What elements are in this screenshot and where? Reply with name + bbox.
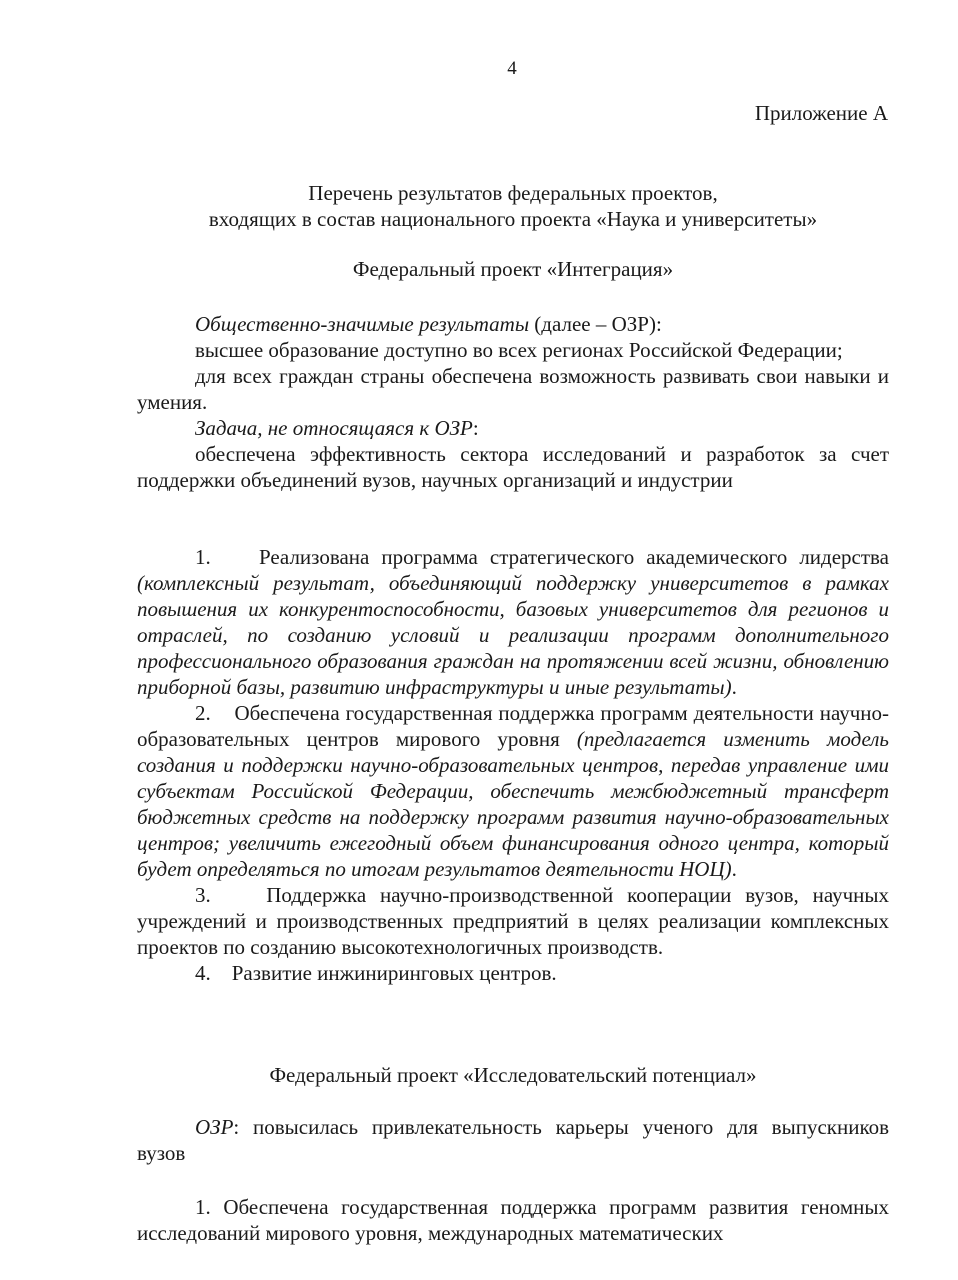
result-number: 2.	[195, 701, 211, 725]
title-line-2: входящих в состав национального проекта «Наука и университеты»	[208, 207, 818, 231]
result-item-4	[137, 960, 889, 986]
ozr-item-2: для всех граждан страны обеспечена возможность развивать свои навыки и умения.	[137, 364, 889, 414]
result-item-1	[137, 544, 889, 700]
result-item-2	[137, 700, 889, 882]
section-heading-integration: Федеральный проект «Интеграция»	[352, 257, 674, 281]
page-number: 4	[507, 58, 517, 79]
task-paragraph	[137, 415, 889, 441]
integration-results-list	[137, 544, 889, 986]
rp-result-item-1	[137, 1194, 889, 1246]
result-number: 1.	[195, 545, 211, 569]
appendix-label: Приложение А	[754, 101, 888, 125]
result-number: 1.	[195, 1195, 211, 1219]
result-number: 4.	[195, 961, 211, 985]
result-end: .	[731, 675, 737, 699]
section-heading-research-potential: Федеральный проект «Исследовательский потенциал»	[269, 1063, 757, 1087]
ozr-suffix: (далее – ОЗР):	[529, 312, 662, 336]
result-text: Обеспечена государственная поддержка программ развития геномных исследований мирового уровня, международных математических	[137, 1195, 890, 1245]
result-end: .	[731, 857, 737, 881]
research-potential-results	[137, 1194, 889, 1246]
task-label: Задача, не относящаяся к ОЗР	[195, 416, 473, 440]
result-text: Обеспечена государственная поддержка программ деятельности научно-образовательных центров мирового уровня	[137, 701, 889, 751]
ozr-paragraph	[137, 311, 889, 337]
research-potential-ozr	[137, 1114, 889, 1166]
result-item-3	[137, 882, 889, 960]
result-note: (предлагается изменить модель создания и поддержки научно-образовательных центров, передав управление ими субъектам Российской Федерации, обеспечить межбюджетный трансферт бюджетных средств на поддержку программ развития научно-образовательных центров; увеличить ежегодный объем финансирования одного центра, который будет определяться по итогам результатов деятельности НОЦ)	[137, 727, 889, 881]
integration-goals	[137, 311, 889, 493]
task-text: обеспечена эффективность сектора исследований и разработок за счет поддержки объединений вузов, научных организаций и индустрии	[137, 442, 889, 492]
result-text: Поддержка научно-производственной кооперации вузов, научных учреждений и производственных предприятий в целях реализации комплексных проектов по созданию высокотехнологичных производств.	[137, 883, 889, 959]
result-note: (комплексный результат, объединяющий поддержку университетов в рамках повышения их конкурентоспособности, базовых университетов для регионов и отраслей, по созданию условий и реализации программ дополнительного профессионального образования граждан на протяжении всей жизни, обновлению приборной базы, развитию инфраструктуры и иные результаты)	[137, 571, 889, 699]
result-text: Развитие инжиниринговых центров.	[231, 961, 557, 985]
task-colon: :	[472, 416, 479, 440]
title-line-1: Перечень результатов федеральных проектов,	[308, 181, 718, 205]
ozr2-paragraph	[137, 1114, 889, 1166]
result-number: 3.	[195, 883, 211, 907]
ozr-label: Общественно-значимые результаты	[195, 312, 530, 336]
result-text: Реализована программа стратегического академического лидерства	[258, 545, 889, 569]
ozr-item-1: высшее образование доступно во всех регионах Российской Федерации;	[195, 338, 843, 362]
document-title	[137, 180, 889, 232]
ozr2-label: ОЗР	[195, 1115, 234, 1139]
ozr2-text: : повысилась привлекательность карьеры ученого для выпускников вузов	[137, 1115, 889, 1165]
